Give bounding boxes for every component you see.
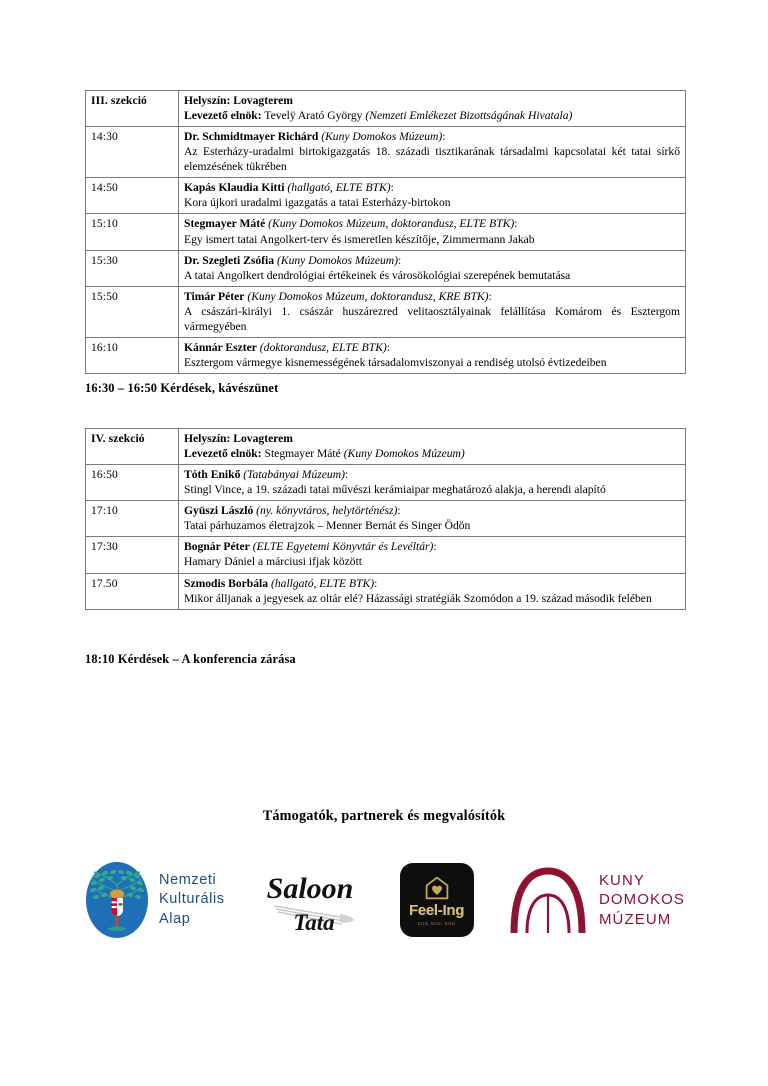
- row-time: 15:10: [86, 214, 179, 250]
- section-header-cell: [179, 429, 686, 465]
- section-3-schedule-table: [85, 90, 686, 374]
- table-row: [86, 214, 686, 250]
- row-time: 17:10: [86, 501, 179, 537]
- speaker-name: Kapás Klaudia Kitti: [184, 181, 285, 195]
- presentation-title: Mikor álljanak a jegyesek az oltár elé? Házassági stratégiák Szomódon a 19. század második felében: [184, 591, 652, 605]
- row-time: 15:50: [86, 286, 179, 337]
- row-time: 16:10: [86, 337, 179, 373]
- nka-tree-emblem-icon: [85, 861, 149, 939]
- coffee-break-note: 16:30 – 16:50 Kérdések, kávészünet: [85, 381, 279, 395]
- speaker-affiliation: (ny. könyvtáros, helytörténész): [256, 504, 398, 518]
- row-body: Stegmayer Máté (Kuny Domokos Múzeum, doktorandusz, ELTE BTK): Egy ismert tatai Angolkert-terv és ismeretlen készítője, Zimmermann Jakab: [179, 214, 686, 250]
- row-body: Gyüszi László (ny. könyvtáros, helytörténész): Tatai párhuzamos életrajzok – Menner Bernát és Singer Ödön: [179, 501, 686, 537]
- speaker-name: Stegmayer Máté: [184, 217, 266, 231]
- chair-affiliation: (Kuny Domokos Múzeum): [343, 447, 465, 461]
- speaker-name: Gyüszi László: [184, 504, 254, 518]
- table-row: [86, 465, 686, 501]
- speaker-affiliation: (Kuny Domokos Múzeum): [276, 253, 399, 267]
- feel-ing-wordmark: Feel-Ing: [408, 901, 465, 919]
- speaker-name: Timár Péter: [184, 289, 245, 303]
- presentation-title: Egy ismert tatai Angolkert-terv és ismeretlen készítője, Zimmermann Jakab: [184, 232, 535, 246]
- row-body: Kánnár Eszter (doktorandusz, ELTE BTK): Esztergom vármegye kisnemességének társadalomviszonyai a rendiség utolsó évtizedeiben: [179, 337, 686, 373]
- section-header-cell: [179, 91, 686, 127]
- kuny-logo-text: [599, 871, 685, 929]
- section-label: III. szekció: [86, 91, 179, 127]
- row-body: Tóth Enikő (Tatabányai Múzeum): Stingl Vince, a 19. századi tatai művészi kerámiaipar meghatározó alakja, a herendi alapító: [179, 465, 686, 501]
- table-row: [86, 178, 686, 214]
- row-body: Bognár Péter (ELTE Egyetemi Könyvtár és Levéltár): Hamary Dániel a márciusi ifjak között: [179, 537, 686, 573]
- presentation-title: Esztergom vármegye kisnemességének társadalomviszonyai a rendiség utolsó évtizedeiben: [184, 355, 607, 369]
- speaker-affiliation: (hallgató, ELTE BTK): [287, 181, 391, 195]
- speaker-name: Szmodis Borbála: [184, 576, 269, 590]
- row-body: Szmodis Borbála (hallgató, ELTE BTK): Mikor álljanak a jegyesek az oltár elé? Házassági stratégiák Szomódon a 19. század második felében: [179, 573, 686, 609]
- venue-value: Lovagterem: [233, 432, 293, 445]
- chair-name: Stegmayer Máté: [264, 447, 341, 461]
- sponsors-heading: Támogatók, partnerek és megvalósítók: [262, 808, 506, 824]
- venue-label: Helyszín:: [184, 94, 231, 107]
- row-body: Dr. Szegleti Zsófia (Kuny Domokos Múzeum): A tatai Angolkert dendrológiai értékeinek és városökológiai szerepének bemutatása: [179, 250, 686, 286]
- speaker-affiliation: (ELTE Egyetemi Könyvtár és Levéltár): [252, 540, 434, 554]
- speaker-affiliation: (Kuny Domokos Múzeum, doktorandusz, ELTE BTK): [268, 217, 515, 231]
- nka-logo: [85, 861, 225, 939]
- presentation-title: Kora újkori uradalmi igazgatás a tatai Esterházy-birtokon: [184, 196, 451, 210]
- speaker-name: Bognár Péter: [184, 540, 250, 554]
- row-time: 15:30: [86, 250, 179, 286]
- table-row: [86, 337, 686, 373]
- table-row: [86, 286, 686, 337]
- nka-line-3: Alap: [159, 910, 191, 927]
- row-body: Kapás Klaudia Kitti (hallgató, ELTE BTK): Kora újkori uradalmi igazgatás a tatai Esterházy-birtokon: [179, 178, 686, 214]
- chair-label: Levezető elnök:: [184, 447, 262, 461]
- table-row: [86, 537, 686, 573]
- table-row: [86, 501, 686, 537]
- venue-value: Lovagterem: [233, 94, 293, 107]
- table-row: [86, 573, 686, 609]
- presentation-title: A császári-királyi 1. császár huszárezred velitaosztályainak felállítása Komárom és Esztergom vármegyében: [184, 304, 680, 333]
- nka-line-2: Kulturális: [159, 891, 225, 908]
- nka-logo-text: [159, 871, 225, 928]
- row-time: 14:30: [86, 127, 179, 178]
- row-time: 14:50: [86, 178, 179, 214]
- section-4-schedule-table: [85, 428, 686, 610]
- table-row-section-header: [86, 429, 686, 465]
- table-row: [86, 127, 686, 178]
- speaker-name: Tóth Enikő: [184, 468, 241, 482]
- speaker-name: Dr. Szegleti Zsófia: [184, 253, 275, 267]
- row-body: Timár Péter (Kuny Domokos Múzeum, doktorandusz, KRE BTK): A császári-királyi 1. császár huszárezred velitaosztályainak felállítása Komárom és Esztergom vármegyében: [179, 286, 686, 337]
- row-time: 17.50: [86, 573, 179, 609]
- kuny-line-2: DOMOKOS: [598, 891, 685, 909]
- speaker-name: Dr. Schmidtmayer Richárd: [184, 130, 319, 144]
- presentation-title: Hamary Dániel a márciusi ifjak között: [184, 555, 363, 569]
- speaker-affiliation: (Kuny Domokos Múzeum, doktorandusz, KRE BTK): [247, 289, 489, 303]
- presentation-title: A tatai Angolkert dendrológiai értékeinek és városökológiai szerepének bemutatása: [184, 268, 571, 282]
- speaker-affiliation: (doktorandusz, ELTE BTK): [259, 340, 387, 354]
- feel-ing-logo: [400, 863, 474, 937]
- kuny-line-3: MÚZEUM: [598, 910, 672, 928]
- row-time: 16:50: [86, 465, 179, 501]
- saloon-word: Saloon: [266, 872, 354, 905]
- chair-affiliation: (Nemzeti Emlékezet Bizottságának Hivatala): [365, 109, 573, 123]
- kuny-domokos-muzeum-logo: [509, 863, 685, 937]
- row-time: 17:30: [86, 537, 179, 573]
- speaker-name: Kánnár Eszter: [184, 340, 257, 354]
- section-label: IV. szekció: [86, 429, 179, 465]
- house-heart-icon: [424, 875, 450, 901]
- feel-ing-tagline: Erzsi. Erzsi. Erzsi: [417, 920, 456, 926]
- nka-line-1: Nemzeti: [159, 872, 217, 889]
- row-body: Dr. Schmidtmayer Richárd (Kuny Domokos Múzeum): Az Esterházy-uradalmi birtokigazgatás 18. századi tisztikarának társadalmi kapcsolatai két tatai sírkő elemzésének tükrében: [179, 127, 686, 178]
- saloon-tata-script-emblem-icon: [260, 862, 364, 938]
- presentation-title: Stingl Vince, a 19. századi tatai művészi kerámiaipar meghatározó alakja, a herendi alapító: [184, 483, 606, 497]
- speaker-affiliation: (Tatabányai Múzeum): [243, 468, 345, 482]
- chair-name: Tevelÿ Arató György: [264, 109, 363, 123]
- saloon-tata-logo: [260, 862, 364, 938]
- kuny-line-1: KUNY: [598, 872, 646, 890]
- presentation-title: Tatai párhuzamos életrajzok – Menner Bernát és Singer Ödön: [184, 519, 471, 533]
- table-row: [86, 250, 686, 286]
- speaker-affiliation: (hallgató, ELTE BTK): [270, 576, 375, 590]
- venue-label: Helyszín:: [184, 432, 231, 445]
- sponsor-logo-row: [85, 845, 685, 955]
- chair-label: Levezető elnök:: [184, 109, 262, 123]
- presentation-title: Az Esterházy-uradalmi birtokigazgatás 18. századi tisztikarának társadalmi kapcsolatai két tatai sírkő elemzésének tükrében: [184, 145, 680, 174]
- closing-note: 18:10 Kérdések – A konferencia zárása: [85, 652, 296, 666]
- table-row-section-header: [86, 91, 686, 127]
- speaker-affiliation: (Kuny Domokos Múzeum): [321, 130, 443, 144]
- arches-emblem-icon: [509, 863, 587, 937]
- tata-word: Tata: [293, 910, 335, 935]
